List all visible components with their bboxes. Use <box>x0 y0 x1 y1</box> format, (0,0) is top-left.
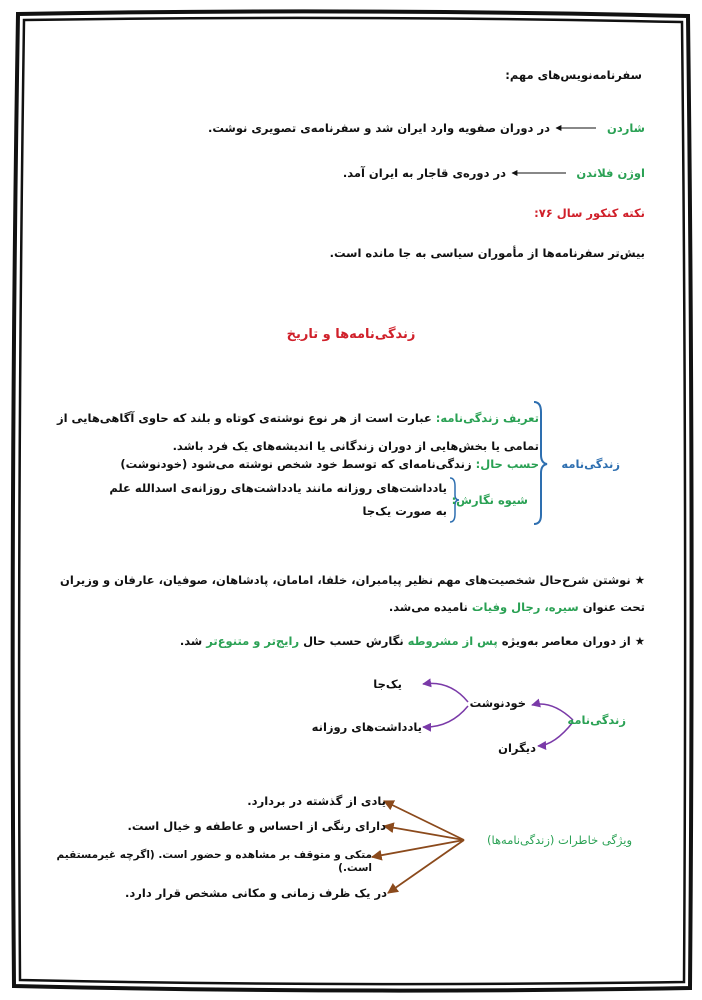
star-icon: ★ <box>634 573 645 587</box>
tree-arrows <box>423 683 573 746</box>
definition-block <box>36 404 539 460</box>
note2-end: شد. <box>179 634 203 648</box>
definition-text: عبارت است از هر نوع نوشته‌ی کوتاه و بلند که حاوی آگاهی‌هایی از تمامی یا <box>56 411 539 453</box>
travelogue-heading: سفرنامه‌نویس‌های مهم: <box>505 68 642 82</box>
tree-diaries: یادداشت‌های روزانه <box>311 720 422 734</box>
style-item-diaries: یادداشت‌های روزانه مانند یادداشت‌های روزانه‌ی اسدالله علم <box>109 481 447 495</box>
chardin-name: شاردن <box>607 121 645 135</box>
memoir-item: یادی از گذشته در بردارد. <box>247 794 386 808</box>
tree-others: دیگران <box>498 741 536 755</box>
memoir-item: در یک ظرف زمانی و مکانی مشخص قرار دارد. <box>124 886 387 900</box>
note2-b: نگارش حسب حال <box>303 634 404 648</box>
definition-line2: بخش‌هایی از دوران زندگانی یا اندیشه‌های یک فرد باشد. <box>172 439 488 453</box>
note2-term1: پس از مشروطه <box>407 634 498 648</box>
konkur-note-text: بیش‌تر سفرنامه‌ها از مأموران سیاسی به جا مانده است. <box>329 246 645 260</box>
star-icon: ★ <box>634 634 645 648</box>
autobio-label: حسب حال: <box>475 457 539 471</box>
note2-term2: رایج‌تر و متنوع‌تر <box>206 634 300 648</box>
memoir-item: دارای رنگی از احساس و عاطفه و خیال است. <box>127 819 386 833</box>
note1-end: نامیده می‌شد. <box>388 600 468 614</box>
section-title: زندگی‌نامه‌ها و تاریخ <box>286 327 416 342</box>
tree-root: زندگی‌نامه <box>567 713 626 727</box>
flandin-name: اوژن فلاندن <box>576 166 645 180</box>
tree-once: یک‌جا <box>373 677 402 691</box>
style-label: شیوه نگارش: <box>451 493 528 507</box>
note2-a: از دوران معاصر به‌ویژه <box>501 634 631 648</box>
tree-self: خودنوشت <box>469 696 526 710</box>
style-item-once: به صورت یک‌جا <box>362 504 447 518</box>
note1-text: نوشتن شرح‌حال شخصیت‌های مهم نظیر پیامبران، خلفا، امامان، پادشاهان، صوفیان، عارفان و وزیران تحت عنوان <box>60 573 645 614</box>
konkur-note-title: نکته کنکور سال ۷۶: <box>534 206 645 220</box>
autobio-text: زندگی‌نامه‌ای که توسط خود شخص نوشته می‌شود (خودنوشت) <box>120 457 472 471</box>
note1-block <box>36 567 645 621</box>
memoirs-label: ویژگی خاطرات (زندگی‌نامه‌ها) <box>486 833 632 847</box>
note2 <box>36 633 645 649</box>
note1-terms: سیره، رجال وفیات <box>471 600 579 614</box>
biography-label: زندگی‌نامه <box>561 457 620 471</box>
autobio-line <box>120 456 539 472</box>
definition-label: تعریف زندگی‌نامه: <box>435 411 539 425</box>
memoir-arrows <box>372 801 464 893</box>
memoir-item: متکی و متوقف بر مشاهده و حضور است. (اگرچه غیرمستقیم است.) <box>56 849 372 874</box>
flandin-text: در دوره‌ی قاجار به ایران آمد. <box>342 166 506 180</box>
chardin-text: در دوران صفویه وارد ایران شد و سفرنامه‌ی تصویری نوشت. <box>207 121 550 135</box>
